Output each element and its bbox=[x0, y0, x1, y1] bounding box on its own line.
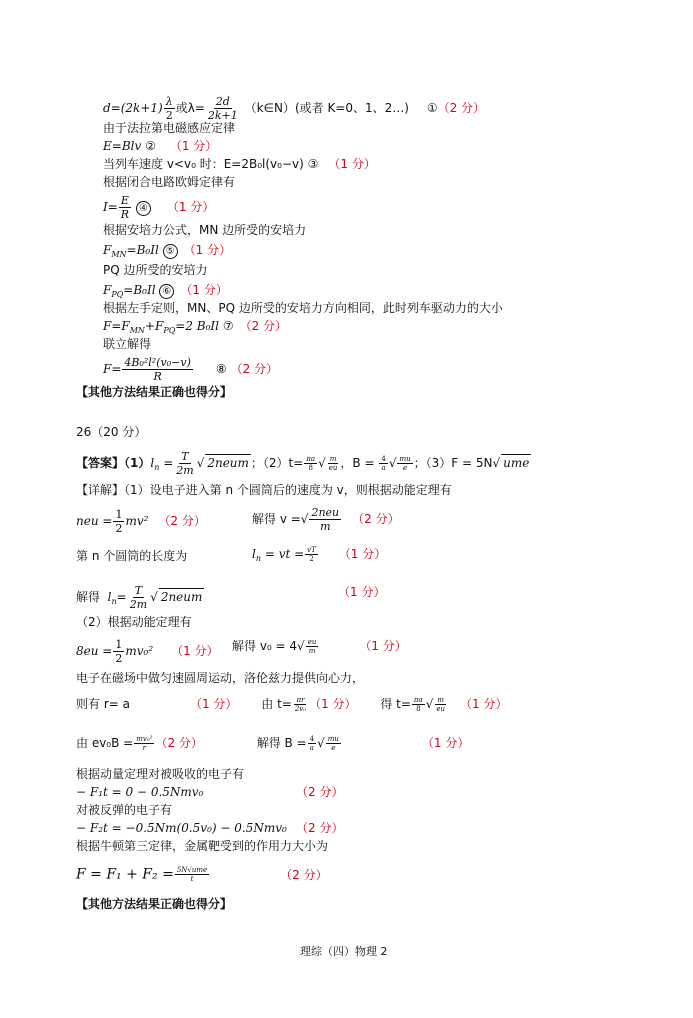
eq-2: E=Blv ② （1 分） bbox=[103, 139, 218, 153]
circle-5-icon: ⑤ bbox=[163, 244, 178, 259]
text-line: 根据动量定理对被吸收的电子有 bbox=[76, 767, 245, 781]
eq-10: 解得 v =√ $\frac{\text{2neu}}{m}$ （2 分） bbox=[252, 506, 400, 533]
score: （2 分） bbox=[296, 785, 344, 799]
note: 【其他方法结果正确也得分】 bbox=[76, 385, 233, 399]
text-line: 第 n 个圆筒的长度为 bbox=[76, 549, 188, 563]
text-line: 根据牛顿第三定律，金属靶受到的作用力大小为 bbox=[76, 839, 329, 853]
eq-18: − F₂t = −0.5Nm(0.5v₀) − 0.5Nmv₀ bbox=[76, 821, 287, 835]
eq-15: 则有 r= a （1 分） 由 t= $\frac{\pi r}{\text{2v₀}}$ （1 分） 得 t= $\frac{\pi a}{8}$ √ $\frac{m}{eu}$ （1 分） bbox=[76, 696, 508, 713]
eq-13: 8eu = $\frac{1}{2}$ mv₀² （1 分） bbox=[76, 638, 219, 665]
circle-4-icon: ④ bbox=[136, 201, 151, 216]
eq-4: I= $\frac{E}{R}$ ④ （1 分） bbox=[103, 194, 215, 221]
score: （2 分） bbox=[437, 101, 486, 115]
eq-8: F= $\frac{\text{4B₀²l²(v₀−v)}}{R}$ ⑧ （2 分） bbox=[103, 356, 279, 383]
answer-line: 【答案】$(1)l_n$ = $\frac{T}{2m}$ √ 2neum ；（2）t= $\frac{\pi a}{8}$ √ $\frac{m}{eu}$ ，B = $\frac{4}{a}$ √ $\frac{mu}{e}$ ；（3）F = 5N√ ume bbox=[76, 450, 530, 477]
text-line: PQ 边所受的安培力 bbox=[103, 263, 208, 277]
text-line: （2）根据动能定理有 bbox=[76, 615, 192, 629]
eq-19: F = F₁ + F₂ = $\frac{\text{5N√ume}}{t}$ （2 分） bbox=[76, 866, 328, 883]
text-line: 根据闭合电路欧姆定律有 bbox=[103, 175, 236, 189]
score: （2 分） bbox=[296, 821, 344, 835]
page-footer: 理综（四）物理 2 bbox=[300, 945, 388, 958]
circle-6-icon: ⑥ bbox=[159, 284, 174, 299]
note: 【其他方法结果正确也得分】 bbox=[76, 897, 233, 911]
eq-9: neu = $\frac{1}{2}$ mv² （2 分） bbox=[76, 508, 206, 535]
eq-12: 解得 $l_n=$ $\frac{T}{2m}$ √ 2neum bbox=[76, 584, 203, 611]
eq-11: $l_n$ = vt = $\frac{vT}{2}$ （1 分） bbox=[252, 546, 387, 563]
eq-6: $F_{PQ}=B_0Il$ ⑥ （1 分） bbox=[103, 283, 228, 299]
text-line: 由于法拉第电磁感应定律 bbox=[103, 121, 236, 135]
text-line: 根据左手定则，MN、PQ 边所受的安培力方向相同，此时列车驱动力的大小 bbox=[103, 301, 503, 315]
eq-7: $F=F_{MN}+F_{PQ}=2$ B₀Il ⑦ （2 分） bbox=[103, 319, 288, 335]
eq-5: $F_{MN}=B_0Il$ ⑤ （1 分） bbox=[103, 243, 232, 259]
detail-line: 【详解】（1）设电子进入第 n 个圆筒后的速度为 v，则根据动能定理有 bbox=[76, 483, 452, 497]
eq-1: d=(2k+1) $\frac{\lambda}{2}$ 或λ= $\frac{2d}{2k+1}$ （k∈N）(或者 K=0、1、2…) ①（2 分） bbox=[103, 95, 486, 122]
score: （1 分） bbox=[338, 585, 386, 599]
eq-14: 解得 v₀ = 4√ $\frac{eu}{m}$ （1 分） bbox=[232, 638, 407, 655]
text-line: 对被反弹的电子有 bbox=[76, 803, 173, 817]
text-line: 联立解得 bbox=[103, 337, 152, 351]
question-number: 26（20 分） bbox=[76, 425, 147, 439]
text-line: 根据安培力公式，MN 边所受的安培力 bbox=[103, 223, 307, 237]
text-line: 电子在磁场中做匀速圆周运动，洛伦兹力提供向心力， bbox=[76, 671, 365, 685]
eq-17: − F₁t = 0 − 0.5Nmv₀ bbox=[76, 785, 204, 799]
eq-3: 当列车速度 v<v₀ 时：E=2B₀l(v₀−v) ③ （1 分） bbox=[103, 157, 376, 171]
eq-16: 由 ev₀B = $\frac{\text{mv₀²}}{r}$ （2 分） 解得 B = $\frac{4}{a}$ √ $\frac{mu}{e}$ （1 分） bbox=[76, 735, 470, 752]
